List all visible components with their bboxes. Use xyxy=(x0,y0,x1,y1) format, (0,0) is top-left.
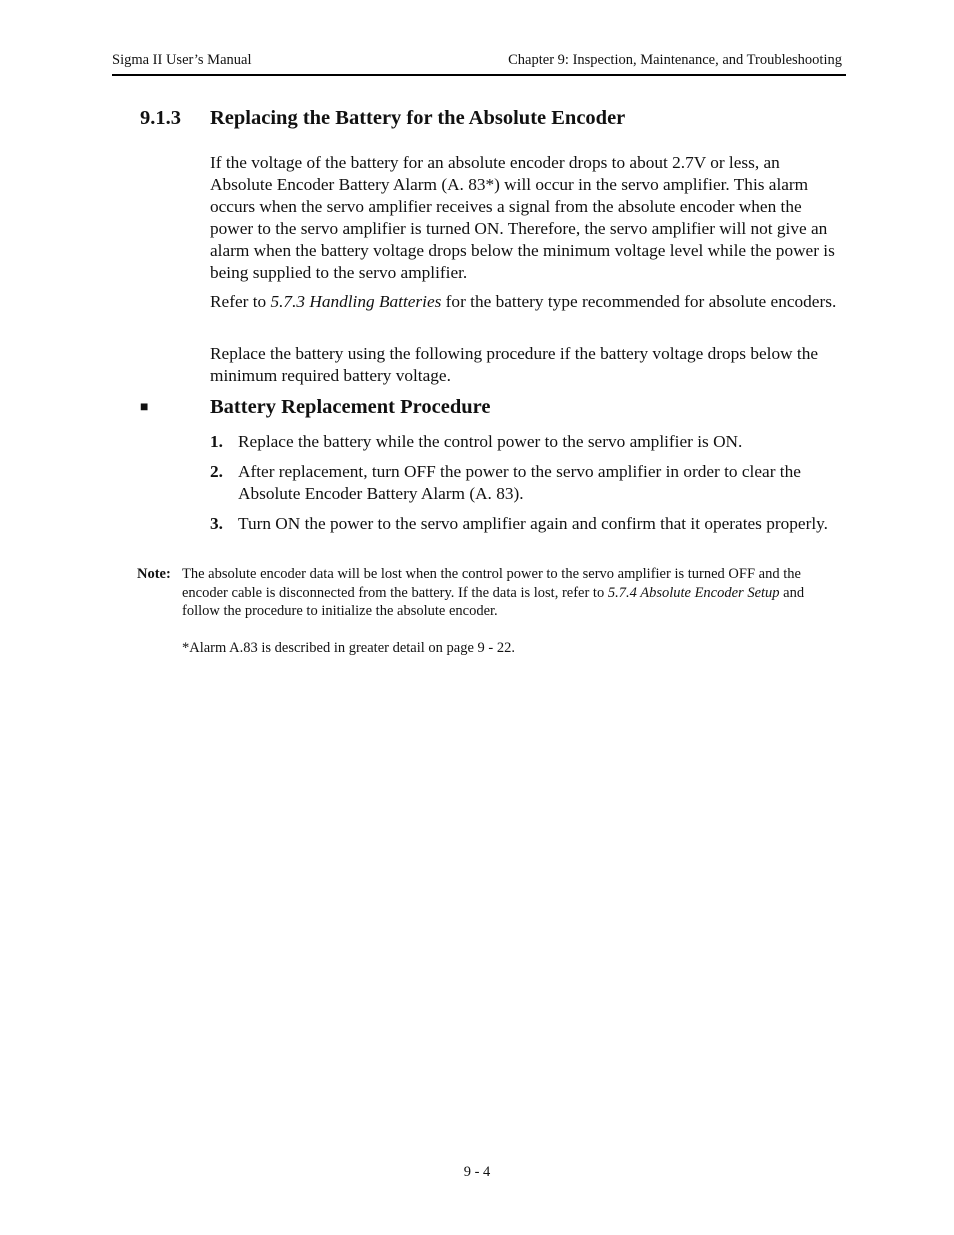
page-header xyxy=(112,52,846,76)
paragraph-battery-alarm xyxy=(210,152,842,284)
list-item xyxy=(210,461,842,505)
note-text: The absolute encoder data will be lost when the control power to the servo amplifier is turned OFF and the encoder cable is disconnected from the battery. If the data is lost, refer to xyxy=(182,566,801,601)
paragraph-text: If the voltage of the battery for an absolute encoder drops to about 2.7V or less, an Absolute Encoder Battery Alarm (A. 83*) will occur in the servo amplifier. This alarm occurs when the servo amplifier receives a signal from the absolute encoder when the power to the servo amplifier is turned ON. Therefore, the servo amplifier will not give an alarm when the battery voltage drops below the minimum voltage level while the power is being supplied to the servo amplifier. xyxy=(210,153,835,282)
note-label: Note: xyxy=(137,566,171,582)
note-text: and follow the procedure to initialize the absolute encoder. xyxy=(182,584,805,619)
paragraph-text: Refer to xyxy=(210,292,271,311)
list-item xyxy=(210,431,842,453)
section-title: Replacing the Battery for the Absolute Encoder xyxy=(210,107,626,129)
paragraph-text: for the battery type recommended for absolute encoders. xyxy=(441,292,837,311)
section-number: 9.1.3 xyxy=(140,107,181,129)
step-text: Turn ON the power to the servo amplifier again and confirm that it operates properly. xyxy=(238,514,828,533)
footnote: *Alarm A.83 is described in greater detail on page 9 - 22. xyxy=(182,640,515,656)
step-number: 2. xyxy=(210,462,223,481)
step-number: 1. xyxy=(210,432,223,451)
paragraph-text: Replace the battery using the following procedure if the battery voltage drops below the minimum required battery voltage. xyxy=(210,344,819,385)
square-bullet-icon: ■ xyxy=(140,400,149,415)
header-manual-title: Sigma II User’s Manual xyxy=(112,52,252,68)
step-number: 3. xyxy=(210,514,223,533)
header-chapter-title: Chapter 9: Inspection, Maintenance, and Troubleshooting xyxy=(508,52,842,68)
section-heading xyxy=(140,107,625,130)
step-text: Replace the battery while the control power to the servo amplifier is ON. xyxy=(238,432,743,451)
page-number: 9 - 4 xyxy=(463,1164,491,1180)
paragraph-battery-reference xyxy=(210,291,842,313)
cross-reference-handling-batteries: 5.7.3 Handling Batteries xyxy=(270,292,442,311)
step-text: After replacement, turn OFF the power to the servo amplifier in order to clear the Absolute Encoder Battery Alarm (A. 83). xyxy=(238,462,801,503)
procedure-title: Battery Replacement Procedure xyxy=(210,396,491,418)
list-item xyxy=(210,513,842,535)
note-block xyxy=(137,565,817,621)
procedure-heading xyxy=(140,396,490,419)
paragraph-replace-instructions xyxy=(210,343,842,387)
cross-reference-absolute-encoder-setup: 5.7.4 Absolute Encoder Setup xyxy=(607,584,780,601)
